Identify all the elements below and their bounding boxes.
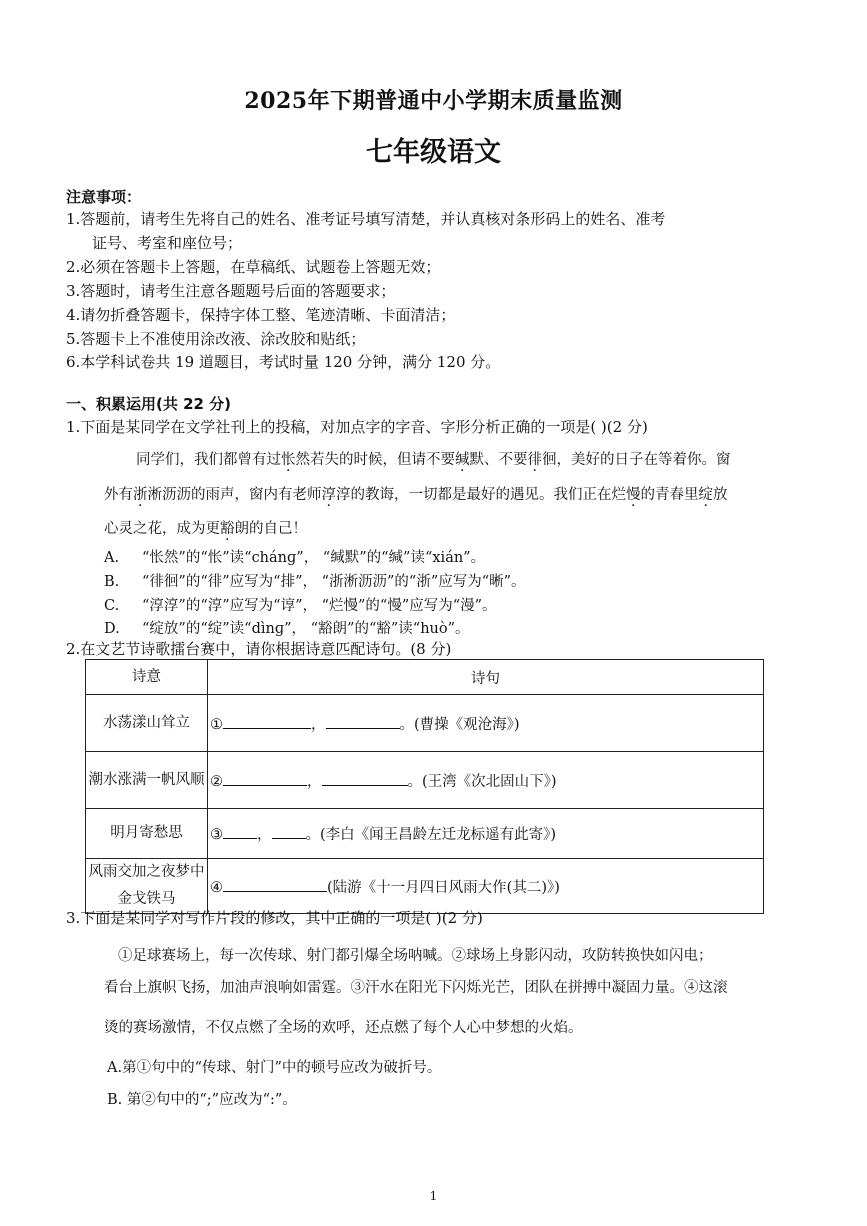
q3-passage-line: ①足球赛场上，每一次传球、射门都引爆全场呐喊。②球场上身影闪动，攻防转换快如闪电； [118,948,713,964]
question-3-stem: 3.下面是某同学对写作片段的修改，其中正确的一项是( )(2 分) [66,909,483,927]
exam-title: 2025年下期普通中小学期末质量监测 [244,88,623,114]
notice-heading: 注意事项： [66,188,142,206]
dotted-char: 绽 [698,487,713,503]
poem-meaning: 水荡漾山耸立 [86,695,208,752]
notice-item: 证号、考室和座位号； [92,234,243,252]
q1-option-c[interactable]: C. “淳淳”的“淳”应写为“谆”， “烂慢”的“慢”应写为“漫”。 [104,598,497,614]
poem-matching-table [85,659,764,914]
table-row: ① ， 。(曹操《观沧海》) [208,695,764,752]
table-row: ② ， 。(王湾《次北固山下》) [208,752,764,809]
q1-option-b[interactable]: B. “徘徊”的“徘”应写为“排”， “浙淅沥沥”的“浙”应写为“晰”。 [104,574,526,590]
subject-title: 七年级语文 [366,137,501,168]
answer-blank[interactable] [223,714,311,729]
notice-item: 3.答题时，请考生注意各题题号后面的答题要求； [66,282,396,300]
q3-option-a[interactable]: A.第①句中的“传球、射门”中的顿号应改为破折号。 [107,1060,442,1076]
answer-blank[interactable] [223,824,257,839]
section-heading: 一、积累运用(共 22 分) [66,395,232,413]
notice-item: 1.答题前，请考生先将自己的姓名、准考证号填写清楚，并认真核对条形码上的姓名、准考 [66,210,666,228]
question-2-stem: 2.在文艺节诗歌擂台赛中，请你根据诗意匹配诗句。(8 分) [66,640,452,658]
dotted-char: 怅 [281,452,296,468]
dotted-char: 缄 [455,452,470,468]
q3-option-b[interactable]: B. 第②句中的“;”应改为“:”。 [107,1092,297,1108]
answer-blank[interactable] [223,771,307,786]
dotted-char: 徘 [527,452,542,468]
poem-meaning: 潮水涨满一帆风顺 [86,752,208,809]
dotted-char: 豁 [220,521,235,537]
q1-passage-line: 心灵之花，成为更豁朗的自己！ [104,521,307,537]
q3-passage-line: 看台上旗帜飞扬，加油声浪响如雷霆。③汗水在阳光下闪烁光芒，团队在拼搏中凝固力量。④这滚 [104,980,728,996]
table-header-meaning: 诗意 [86,660,208,695]
answer-blank[interactable] [326,714,400,729]
table-row: ④ (陆游《十一月四日风雨大作(其二)》) [208,859,764,914]
q3-passage-line: 烫的赛场激情，不仅点燃了全场的欢呼，还点燃了每个人心中梦想的火焰。 [104,1020,583,1036]
notice-item: 2.必须在答题卡上答题，在草稿纸、试题卷上答题无效； [66,258,441,276]
q1-passage-line: 同学们，我们都曾有过怅然若失的时候，但请不要缄默、不要徘徊，美好的日子在等着你。窗 [136,452,731,468]
poem-meaning: 明月寄愁思 [86,809,208,859]
table-header-verse: 诗句 [208,660,764,695]
dotted-char: 慢 [626,487,641,503]
q1-option-d[interactable]: D. “绽放”的“绽”读“dìnɡ”， “豁朗”的“豁”读“huò”。 [104,621,470,637]
answer-blank[interactable] [322,771,408,786]
page-number: 1 [429,1189,438,1203]
notice-item: 6.本学科试卷共 19 道题目，考试时量 120 分钟，满分 120 分。 [66,353,501,371]
table-row: ③ ， 。(李白《闻王昌龄左迁龙标遥有此寄》) [208,809,764,859]
dotted-char: 淳 [321,487,336,503]
q1-passage-line: 外有浙淅沥沥的雨声，窗内有老师淳淳的教诲，一切都是最好的遇见。我们正在烂慢的青春里绽放 [104,487,728,503]
notice-item: 5.答题卡上不准使用涂改液、涂改胶和贴纸； [66,330,366,348]
poem-meaning: 风雨交加之夜梦中金戈铁马 [86,859,208,914]
q1-option-a[interactable]: A. “怅然”的“怅”读“chánɡ”， “缄默”的“缄”读“xián”。 [104,550,486,566]
question-1-stem: 1.下面是某同学在文学社刊上的投稿，对加点字的字音、字形分析正确的一项是( )(2 分) [66,418,648,436]
answer-blank[interactable] [272,824,306,839]
answer-blank[interactable] [223,877,327,892]
notice-item: 4.请勿折叠答题卡，保持字体工整、笔迹清晰、卡面清洁； [66,306,456,324]
dotted-char: 浙 [133,487,148,503]
